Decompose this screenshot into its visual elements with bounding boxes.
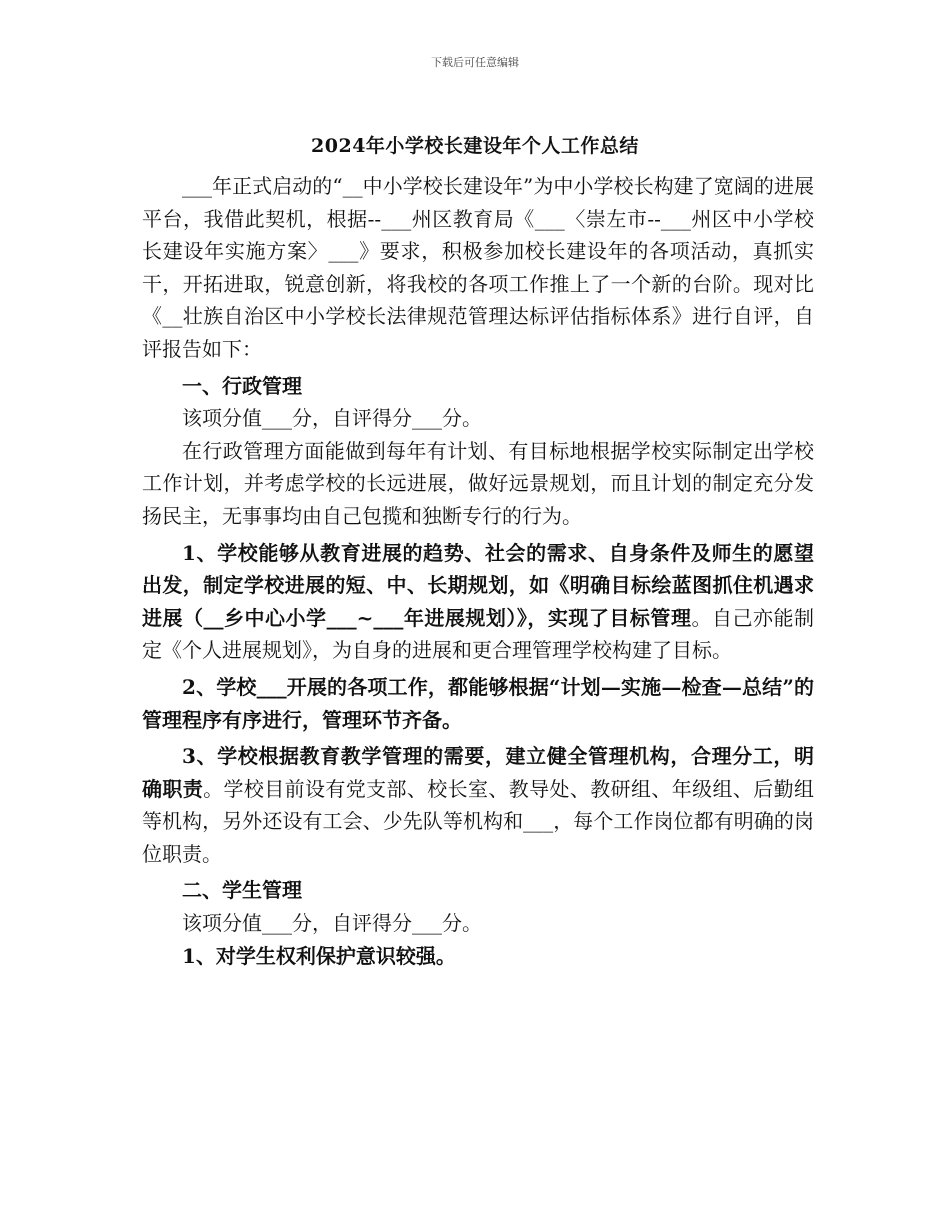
point-1-paragraph bbox=[142, 537, 814, 667]
point-2-paragraph: 2、学校___开展的各项工作，都能够根据“计划—实施—检查—总结”的管理程序有序进行，管理环节齐备。 bbox=[142, 674, 814, 732]
admin-paragraph: 在行政管理方面能做到每年有计划、有目标地根据学校实际制定出学校工作计划，并考虑学校的长远进展，做好远景规划，而且计划的制定充分发扬民主，无事事均由自己包揽和独断专行的行为。 bbox=[142, 438, 814, 528]
point-1-rest: 。自己亦能制定《个人进展规划》，为自身的进展和更合理管理学校构建了目标。 bbox=[142, 605, 814, 663]
section-heading-students: 二、学生管理 bbox=[182, 878, 302, 903]
section-heading-admin: 一、行政管理 bbox=[182, 373, 302, 398]
point-3-bold: 3、学校根据教育教学管理的需要，建立健全管理机构，合理分工，明确职责 bbox=[142, 744, 814, 801]
header-note: 下载后可任意编辑 bbox=[431, 56, 519, 69]
point-3-rest: 。学校目前设有党支部、校长室、教导处、教研组、年级组、后勤组等机构，另外还设有工会、少先队等机构和___，每个工作岗位都有明确的岗位职责。 bbox=[142, 776, 814, 866]
document-body bbox=[142, 170, 814, 972]
student-point-1: 1、对学生权利保护意识较强。 bbox=[182, 943, 456, 968]
score-line-students: 该项分值___分，自评得分___分。 bbox=[182, 911, 482, 936]
score-line-admin: 该项分值___分，自评得分___分。 bbox=[182, 406, 482, 431]
point-1-bold: 1、学校能够从教育进展的趋势、社会的需求、自身条件及师生的愿望出发，制定学校进展的短、中、长期规划，如《明确目标绘蓝图抓住机遇求进展（__乡中心小学___~___年进展规划）》，实现了目标管理 bbox=[142, 540, 814, 630]
point-3-paragraph bbox=[142, 740, 814, 870]
intro-paragraph: ___年正式启动的“__中小学校长建设年”为中小学校长构建了宽阔的进展平台，我借此契机，根据--___州区教育局《___〈崇左市--___州区中小学校长建设年实施方案〉___》要求，积极参加校长建设年的各项活动，真抓实干，开拓进取，锐意创新，将我校的各项工作推上了一个新的台阶。现对比《__壮族自治区中小学校长法律规范管理达标评估指标体系》进行自评，自评报告如下： bbox=[142, 174, 814, 361]
document-title: 2024年小学校长建设年个人工作总结 bbox=[311, 135, 639, 157]
